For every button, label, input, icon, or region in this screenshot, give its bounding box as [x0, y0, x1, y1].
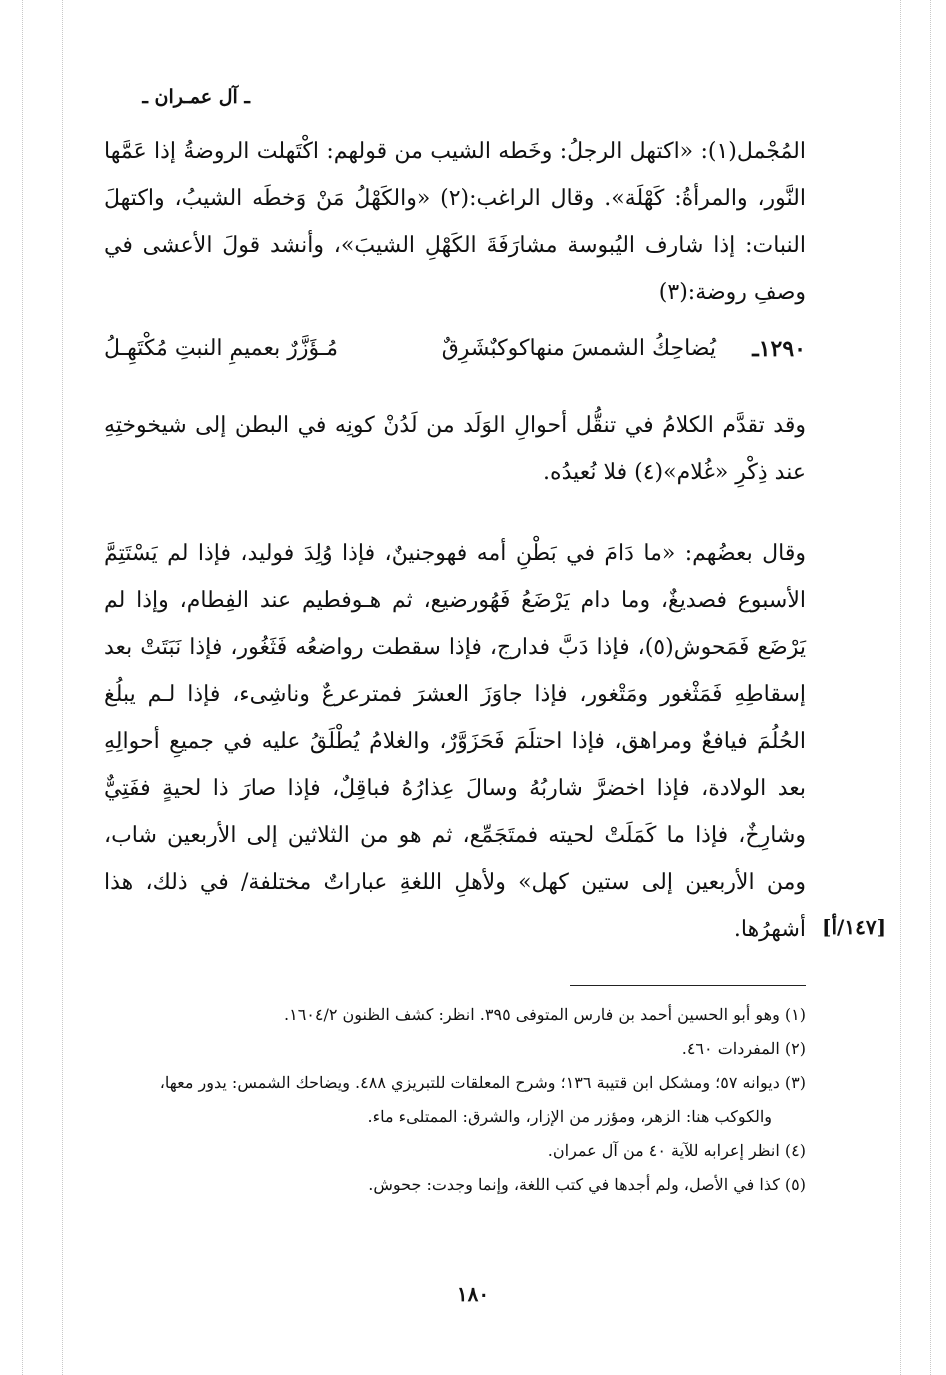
scan-guide-line	[900, 0, 901, 1375]
footnote-2: (٢) المفردات ٤٦٠.	[681, 1039, 806, 1058]
footnote-5: (٥) كذا في الأصل، ولم أجدها في كتب اللغة، وإنما وجدت: جحوش.	[368, 1175, 806, 1194]
footnote-1: (١) وهو أبو الحسين أحمد بن فارس المتوفى ٣٩٥. انظر: كشف الظنون ١٦٠٤/٢.	[284, 1005, 806, 1024]
footnote-3: (٣) ديوانه ٥٧؛ ومشكل ابن قتيبة ١٣٦؛ وشرح المعلقات للتبريزي ٤٨٨. ويضاحك الشمس: يدور معها، والكوكب هنا: الزهر، ومؤزر من الإزار، والشرق: الممتلىء ماء.	[159, 1073, 806, 1126]
paragraph-1: المُجْمل(١): «اكتهل الرجلُ: وخَطه الشيب من قولهم: اكْتَهلت الروضةُ إذا عَمَّها النَّور، والمرأةُ: كَهْلَة». وقال الراغب:(٢) «والكَهْلُ مَنْ وَخطَه الشيبُ، واكتهلَ النبات: إذا شارف اليُبوسة مشارَفَةَ الكَهْلِ الشيبَ»، وأنشد قولَ الأعشى في وصفِ روضة:(٣)	[104, 139, 806, 305]
page-number: ١٨٠	[456, 1282, 490, 1306]
scan-guide-line	[930, 0, 931, 1375]
footnote-4: (٤) انظر إعرابه للآية ٤٠ من آل عمران.	[547, 1141, 806, 1160]
scan-guide-line	[22, 0, 23, 1375]
verse-second-hemistich: مُـؤَزَّرٌ بعميمِ النبتِ مُكْتَهِـلُ	[104, 336, 339, 361]
running-head: ـ آل عمـران ـ	[142, 86, 250, 108]
verse-first-hemistich: يُضاحِكُ الشمسَ منهاكوكبٌشَرِقٌ	[441, 336, 716, 361]
paragraph-3: وقال بعضُهم: «ما دَامَ في بَطْنِ أمه فهوجنينٌ، فإذا وُلِدَ فوليد، فإذا لم يَسْتَتِمَّ الأسبوع فصديغٌ، وما دام يَرْضَعُ فَهُورضيع، ثم هـوفطيم عند الفِطام، وإذا لم يَرْضَع فَمَحوش(٥)، فإذا دَبَّ فدارج، فإذا سقطت رواضعُه فَثَغُور، فإذا نَبَتَتْ بعد إسقاطِهِ فَمَثْغور ومَتْغور، فإذا جاوَزَ العشرَ فمترعرعٌ وناشِىء، فإذا لـم يبلُغ الحُلُمَ فيافعٌ ومراهق، فإذا احتلَمَ فَحَزَوَّرٌ، والغلامُ يُطْلَقُ عليه في جميعِ أحوالِهِ بعد الولادة، فإذا اخضرَّ شاربُهُ وسالَ عِذارُهُ فباقِلٌ، فإذا صارَ ذا لحيةٍ ففَتِيٌّ وشارِخٌ، فإذا ما كَمَلَتْ لحيته فمتَجَمِّع، ثم هو من الثلاثين إلى الأربعين شاب، ومن الأربعين إلى ستين كهل» ولأهلِ اللغةِ عباراتٌ مختلفة/ في ذلك، هذا أشهرُها.	[104, 541, 806, 942]
paragraph-2: وقد تقدَّم الكلامُ في تنقُّل أحوالِ الوَلَد من لَدُنْ كونِه في البطن إلى شيخوختِهِ عند ذِكْرِ «غُلام»(٤) فلا نُعيدُه.	[104, 413, 806, 485]
footnotes	[104, 998, 806, 1202]
scan-guide-line	[62, 0, 63, 1375]
footnote-divider	[570, 985, 806, 986]
verse-number: ١٢٩٠ـ	[752, 336, 806, 362]
poetry-verse	[104, 325, 806, 373]
manuscript-folio-reference: [١٤٧/أ]	[822, 915, 887, 939]
